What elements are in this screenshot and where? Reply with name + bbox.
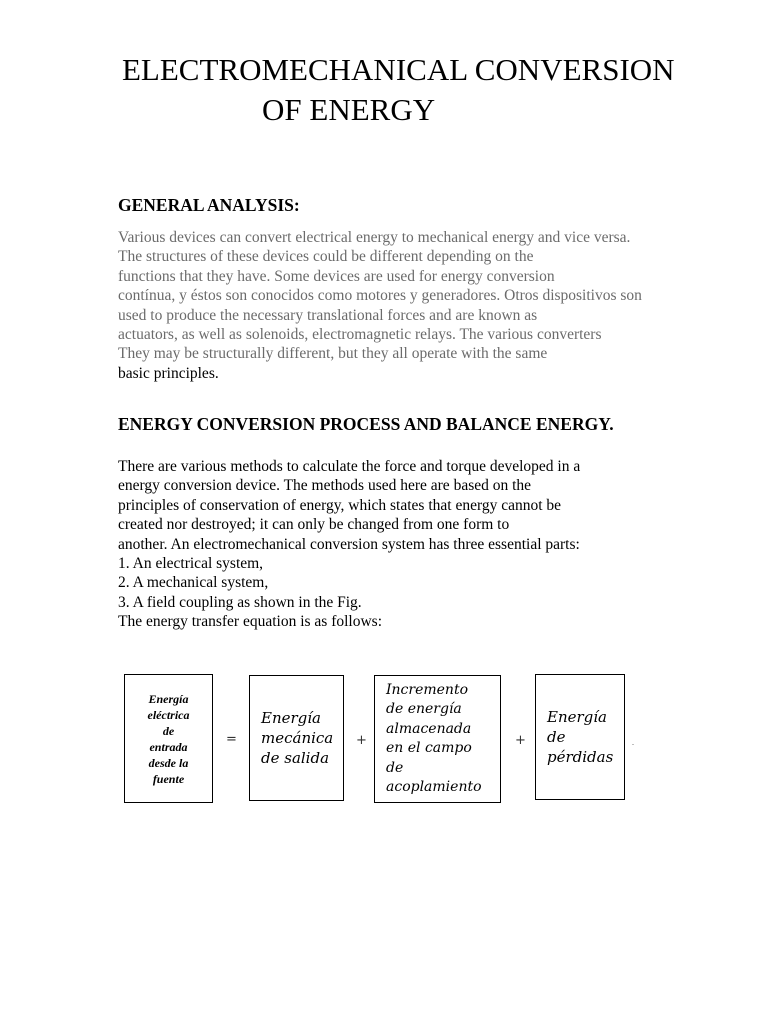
loss-energy-box xyxy=(535,674,625,800)
energy-conversion-paragraph xyxy=(118,457,738,632)
list-item: 3. A field coupling as shown in the Fig. xyxy=(118,593,362,611)
energy-conversion-heading: ENERGY CONVERSION PROCESS AND BALANCE ENERGY. xyxy=(118,414,614,434)
box-label: Energía de pérdidas xyxy=(547,708,614,766)
stored-field-energy-box xyxy=(374,675,501,803)
text-line: Various devices can convert electrical energy to mechanical energy and vice versa. xyxy=(118,229,631,246)
general-analysis-paragraph xyxy=(118,228,738,383)
plus-sign: + xyxy=(515,733,526,748)
box-label: Energía eléctrica de entrada desde la fuente xyxy=(147,691,190,786)
title-line-1: ELECTROMECHANICAL CONVERSION xyxy=(122,52,675,87)
text-line: used to produce the necessary translational forces and are known as xyxy=(118,306,538,324)
text-line: They may be structurally different, but they all operate with the same xyxy=(118,345,548,363)
text-line: created nor destroyed; it can only be changed from one form to xyxy=(118,516,510,534)
text-line: The energy transfer equation is as follows: xyxy=(118,613,382,631)
plus-sign: + xyxy=(356,733,367,748)
text-line: actuators, as well as solenoids, electromagnetic relays. The various converters xyxy=(118,326,602,344)
text-line: another. An electromechanical conversion system has three essential parts: xyxy=(118,535,580,553)
equation-end-period: . xyxy=(632,738,634,747)
equals-sign: = xyxy=(226,732,237,747)
text-line: contínua, y éstos son conocidos como motores y generadores. Otros dispositivos son xyxy=(118,287,642,305)
text-line: principles of conservation of energy, which states that energy cannot be xyxy=(118,496,562,514)
text-line: basic principles. xyxy=(118,364,219,382)
general-analysis-heading: GENERAL ANALYSIS: xyxy=(118,195,300,215)
text-line: energy conversion device. The methods used here are based on the xyxy=(118,477,532,495)
input-electrical-energy-box xyxy=(124,674,213,803)
text-line: There are various methods to calculate the force and torque developed in a xyxy=(118,458,581,475)
document-title xyxy=(0,50,768,130)
list-item: 2. A mechanical system, xyxy=(118,574,269,592)
list-item: 1. An electrical system, xyxy=(118,555,264,573)
box-label: Incremento de energía almacenada en el campo de acoplamiento xyxy=(386,681,482,795)
box-label: Energía mecánica de salida xyxy=(261,709,334,767)
title-line-2: OF ENERGY xyxy=(262,92,436,127)
text-line: functions that they have. Some devices are used for energy conversion xyxy=(118,267,555,285)
output-mechanical-energy-box xyxy=(249,675,344,801)
text-line: The structures of these devices could be different depending on the xyxy=(118,248,534,266)
